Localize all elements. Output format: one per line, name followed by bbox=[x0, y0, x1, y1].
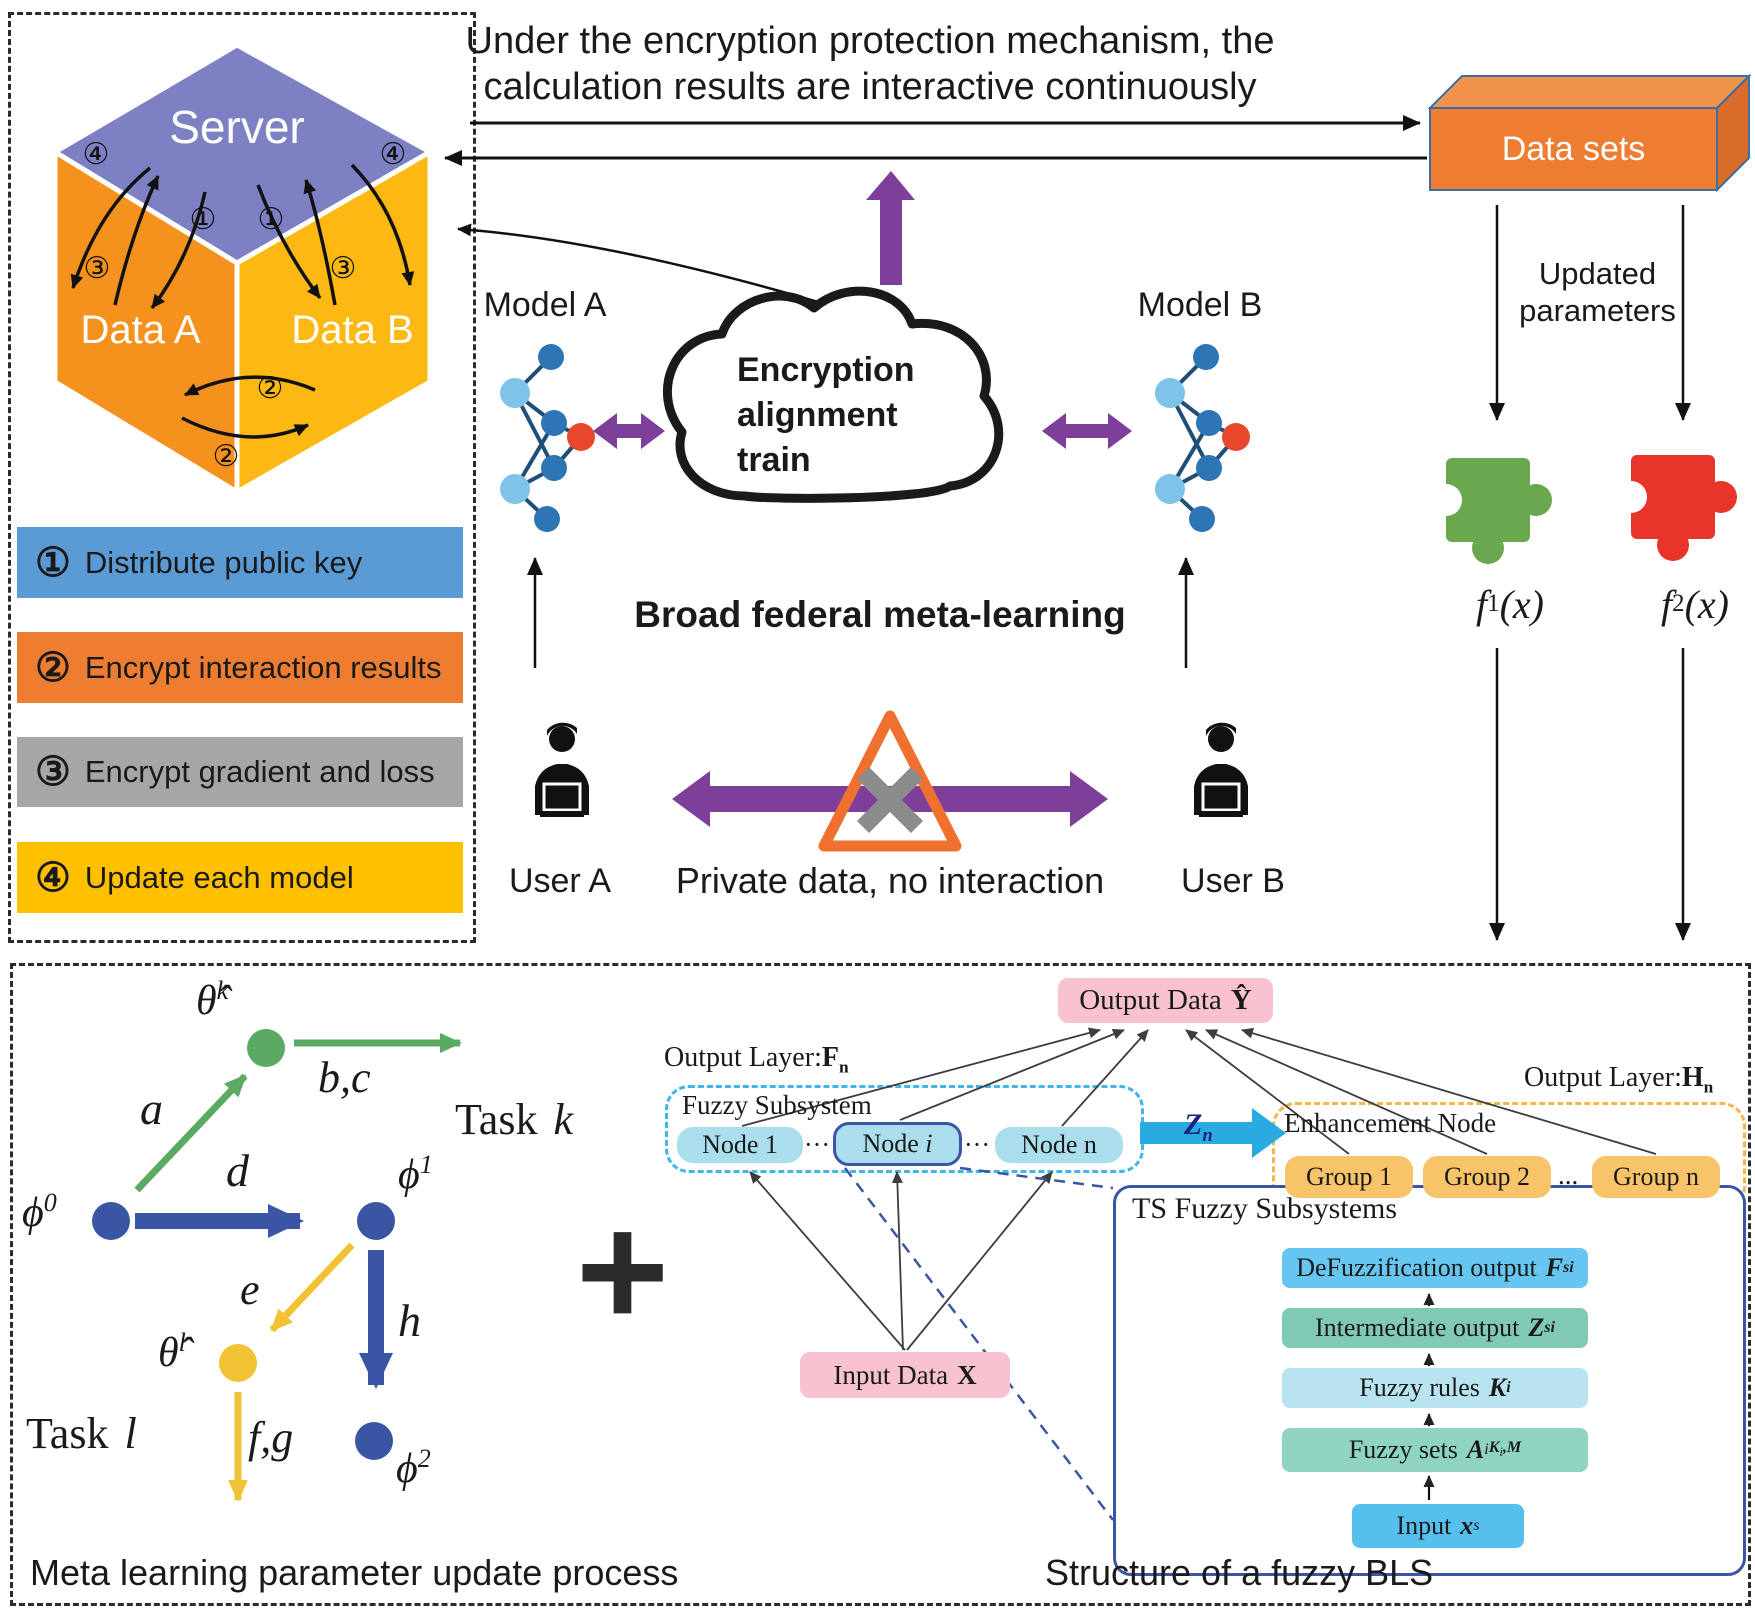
zn-arrow bbox=[1140, 1108, 1286, 1158]
task-k-var: k bbox=[553, 1095, 573, 1144]
plus-sign: + bbox=[575, 1181, 670, 1360]
enhancement-group-n: Group n bbox=[1592, 1156, 1720, 1198]
legend-num-1: ① bbox=[35, 540, 71, 585]
top-caption-line1: Under the encryption protection mechanism, the bbox=[465, 19, 1275, 62]
sets-sub-m: ,M bbox=[1502, 1439, 1522, 1457]
updated-parameters-label bbox=[1505, 252, 1690, 332]
user-a-label: User A bbox=[508, 861, 612, 900]
no-interaction-warning bbox=[824, 716, 956, 846]
zn-label bbox=[1184, 1108, 1213, 1147]
phi-0-label bbox=[22, 1188, 57, 1237]
defuzz-sub: si bbox=[1563, 1259, 1574, 1276]
intermediate-box bbox=[1282, 1308, 1588, 1348]
fuzzy-node-1: Node 1 bbox=[677, 1127, 803, 1163]
f2-sub: 2 bbox=[1672, 590, 1685, 617]
input-var: x bbox=[1460, 1511, 1474, 1540]
fuzzy-subsystem-label: Fuzzy Subsystem bbox=[682, 1090, 872, 1120]
output-layer-f-text: Output Layer: bbox=[664, 1042, 822, 1073]
meta-caption: Meta learning parameter update process bbox=[30, 1552, 679, 1593]
node-i-prefix: Node bbox=[862, 1129, 919, 1158]
data-a-label: Data A bbox=[80, 307, 201, 352]
phi-1-sym: ϕ bbox=[398, 1152, 420, 1198]
theta-k-sym: θ̂ bbox=[196, 978, 217, 1024]
f1-arg: (x) bbox=[1499, 581, 1544, 627]
arrow-bc-label: b,c bbox=[318, 1053, 371, 1102]
f-sub: n bbox=[838, 1057, 849, 1077]
cube-step-3-left: ③ bbox=[83, 252, 111, 285]
f2-name: f bbox=[1661, 581, 1673, 627]
theta-k-sup: k bbox=[216, 976, 229, 1005]
cube-step-4-left: ④ bbox=[82, 138, 110, 171]
h-var: H bbox=[1681, 1062, 1704, 1093]
legend-num-4: ④ bbox=[35, 855, 71, 900]
node-dots-1: ··· bbox=[804, 1130, 830, 1159]
data-b-label: Data B bbox=[291, 307, 414, 352]
arrow-h-label: h bbox=[398, 1295, 421, 1346]
enhancement-label: Enhancement Node bbox=[1284, 1108, 1497, 1138]
enhancement-group-2: Group 2 bbox=[1423, 1156, 1551, 1198]
arrow-fg-label: f,g bbox=[248, 1413, 294, 1462]
zn-var: Z bbox=[1184, 1108, 1203, 1141]
ts-fuzzy-title: TS Fuzzy Subsystems bbox=[1132, 1192, 1398, 1225]
output-data-var: Ŷ bbox=[1230, 984, 1252, 1016]
theta-k-label bbox=[196, 976, 228, 1025]
f2-label bbox=[1635, 578, 1755, 630]
f1-sub: 1 bbox=[1487, 590, 1500, 617]
arrow-e-label: e bbox=[240, 1265, 260, 1314]
phi-0-sym: ϕ bbox=[22, 1190, 44, 1236]
input-sub: s bbox=[1473, 1517, 1480, 1534]
rules-var: K bbox=[1488, 1373, 1507, 1402]
defuzzification-box bbox=[1282, 1248, 1588, 1288]
output-layer-h-label bbox=[1524, 1062, 1713, 1098]
output-layer-h-text: Output Layer: bbox=[1524, 1062, 1682, 1093]
cube-step-4-right: ④ bbox=[379, 138, 407, 171]
f2-arg: (x) bbox=[1684, 581, 1729, 627]
sets-text: Fuzzy sets bbox=[1348, 1435, 1458, 1464]
output-data-text: Output Data bbox=[1079, 984, 1222, 1016]
node-i-var: i bbox=[925, 1129, 933, 1158]
cube-step-1-left: ① bbox=[189, 203, 217, 236]
puzzle-piece-green bbox=[1430, 458, 1552, 564]
fuzzy-rules-box bbox=[1282, 1368, 1588, 1408]
model-a-network bbox=[500, 344, 595, 532]
f1-label bbox=[1450, 578, 1570, 630]
fuzzy-node-n: Node n bbox=[995, 1127, 1123, 1163]
user-b-icon bbox=[1194, 723, 1248, 817]
legend-label-1: Distribute public key bbox=[84, 544, 363, 580]
legend-label-4: Update each model bbox=[84, 859, 354, 895]
task-k-word: Task bbox=[455, 1095, 538, 1144]
sets-sup: i bbox=[1484, 1441, 1489, 1458]
output-layer-f-label bbox=[664, 1042, 849, 1078]
cube-step-2-upper: ② bbox=[256, 372, 284, 405]
enhancement-group-1: Group 1 bbox=[1285, 1156, 1413, 1198]
model-a-label: Model A bbox=[483, 285, 607, 324]
phi-1-label bbox=[398, 1150, 433, 1199]
rules-sub: i bbox=[1506, 1379, 1511, 1396]
phi-2-sup: 2 bbox=[417, 1444, 431, 1473]
legend-num-2: ② bbox=[35, 645, 71, 690]
f1-name: f bbox=[1476, 581, 1488, 627]
task-k-label bbox=[455, 1094, 573, 1145]
user-a-icon bbox=[535, 723, 589, 817]
updated-parameters-line1: Updated bbox=[1538, 255, 1657, 291]
cloud-line2: alignment bbox=[737, 395, 898, 434]
cube-step-2-lower: ② bbox=[212, 440, 240, 473]
fuzzy-node-i bbox=[833, 1122, 962, 1166]
task-l-label bbox=[26, 1408, 137, 1459]
group-dots: ... bbox=[1558, 1160, 1579, 1190]
theta-l-sym: θ̂ bbox=[158, 1330, 179, 1376]
phi-2-label bbox=[396, 1444, 431, 1493]
cloud-text bbox=[737, 348, 967, 483]
output-data-box bbox=[1058, 978, 1273, 1023]
broad-meta-learning-label: Broad federal meta-learning bbox=[634, 594, 1126, 635]
sets-var: A bbox=[1466, 1435, 1485, 1464]
legend-num-3: ③ bbox=[35, 750, 71, 794]
phi-0-sup: 0 bbox=[43, 1188, 57, 1217]
defuzz-var: F bbox=[1545, 1253, 1564, 1282]
updated-parameters-line2: parameters bbox=[1519, 293, 1676, 328]
sets-sub-i: i bbox=[1499, 1445, 1503, 1460]
arrow-d-label: d bbox=[226, 1145, 249, 1196]
theta-l-sup: l bbox=[178, 1328, 186, 1357]
node-dots-2: ··· bbox=[964, 1130, 990, 1159]
theta-l-label bbox=[158, 1328, 186, 1377]
cloud-line3: train bbox=[737, 440, 811, 479]
intermediate-var: Z bbox=[1528, 1313, 1545, 1342]
puzzle-piece-red bbox=[1615, 455, 1737, 561]
phi-2-sym: ϕ bbox=[396, 1446, 418, 1492]
cube-step-3-right: ③ bbox=[329, 252, 357, 285]
legend-label-3: Encrypt gradient and loss bbox=[84, 754, 435, 789]
cloud-line1: Encryption bbox=[737, 351, 915, 389]
top-caption-line2: calculation results are interactive continuously bbox=[483, 66, 1257, 108]
user-b-label: User B bbox=[1181, 861, 1285, 900]
zn-sub: n bbox=[1202, 1125, 1213, 1146]
intermediate-text: Intermediate output bbox=[1315, 1313, 1520, 1342]
fuzzy-sets-box bbox=[1282, 1428, 1588, 1472]
input-data-box bbox=[800, 1352, 1010, 1398]
model-b-label: Model B bbox=[1137, 285, 1263, 324]
task-l-var: l bbox=[124, 1409, 137, 1458]
cube-step-1-right: ① bbox=[257, 203, 285, 236]
intermediate-sub: si bbox=[1544, 1319, 1555, 1336]
input-xs-box bbox=[1352, 1504, 1524, 1548]
legend-label-2: Encrypt interaction results bbox=[84, 649, 442, 685]
bls-zoom-dashes bbox=[845, 1168, 1113, 1520]
input-text: Input bbox=[1396, 1511, 1452, 1540]
server-label: Server bbox=[169, 101, 305, 153]
private-data-label: Private data, no interaction bbox=[675, 860, 1105, 901]
bls-caption: Structure of a fuzzy BLS bbox=[1045, 1552, 1434, 1593]
arrow-a-label: a bbox=[140, 1083, 163, 1134]
h-sub: n bbox=[1703, 1077, 1714, 1097]
rules-text: Fuzzy rules bbox=[1359, 1373, 1480, 1402]
f-var: F bbox=[821, 1042, 839, 1073]
phi-1-sup: 1 bbox=[419, 1150, 433, 1179]
input-data-var: X bbox=[957, 1359, 977, 1390]
defuzz-text: DeFuzzification output bbox=[1296, 1253, 1537, 1282]
task-l-word: Task bbox=[26, 1409, 109, 1458]
model-b-network bbox=[1155, 344, 1250, 532]
top-caption bbox=[430, 16, 1310, 112]
input-data-text: Input Data bbox=[833, 1359, 949, 1390]
datasets-label: Data sets bbox=[1501, 129, 1646, 168]
sets-sub-k: K bbox=[1488, 1439, 1500, 1457]
